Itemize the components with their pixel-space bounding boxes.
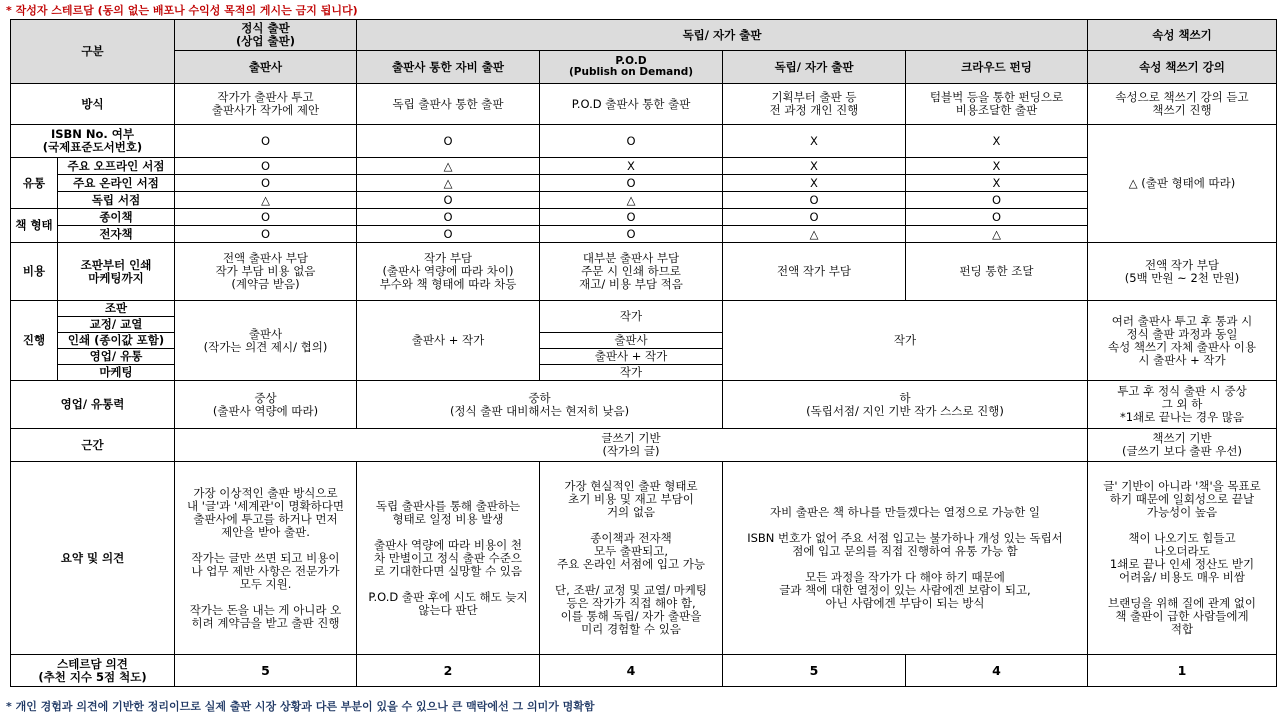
cell: △ bbox=[175, 192, 357, 209]
sub-label: 조판부터 인쇄 마케팅까지 bbox=[58, 243, 175, 301]
cell: O bbox=[540, 175, 723, 192]
row-score bbox=[11, 655, 1277, 687]
header-col-6: 속성 책쓰기 강의 bbox=[1088, 51, 1277, 84]
cell: X bbox=[723, 125, 906, 158]
cell: 글쓰기 기반 (작가의 글) bbox=[175, 429, 1088, 462]
cell: O bbox=[175, 175, 357, 192]
header-col-5: 크라우드 펀딩 bbox=[906, 51, 1088, 84]
row-cost bbox=[11, 243, 1277, 301]
row-progress-typeset bbox=[11, 301, 1277, 317]
header-col-3: P.O.D (Publish on Demand) bbox=[540, 51, 723, 84]
score-cell: 2 bbox=[357, 655, 540, 687]
cell: 작가 bbox=[723, 301, 1088, 381]
score-cell: 5 bbox=[175, 655, 357, 687]
cell: 독립 출판사를 통해 출판하는 형태로 일정 비용 발생 출판사 역량에 따라 비용이 천 차 만별이고 정식 출판 수준으 로 기대한다면 실망할 수 있음 P.O.D 출판 후에 시도 해도 늦지 않는다 판단 bbox=[357, 462, 540, 655]
cell: 작가가 출판사 투고 출판사가 작가에 제안 bbox=[175, 84, 357, 125]
cell: 가장 현실적인 출판 형태로 초기 비용 및 재고 부담이 거의 없음 종이책과 전자책 모두 출판되고, 주요 온라인 서점에 입고 가능 단, 조판/ 교정 및 교열/ 마케팅 등은 작가가 직접 해야 함, 이를 통해 독립/ 자가 출판을 미리 경험할 수 있음 bbox=[540, 462, 723, 655]
cell: 작가 bbox=[540, 365, 723, 381]
sub-label: 교정/ 교열 bbox=[58, 317, 175, 333]
cell: 전액 작가 부담 bbox=[723, 243, 906, 301]
cell: 출판사 + 작가 bbox=[540, 349, 723, 365]
cell: O bbox=[175, 209, 357, 226]
cell: 기획부터 출판 등 전 과정 개인 진행 bbox=[723, 84, 906, 125]
row-label-method: 방식 bbox=[11, 84, 175, 125]
row-method bbox=[11, 84, 1277, 125]
cell: O bbox=[175, 158, 357, 175]
cell: △ bbox=[906, 226, 1088, 243]
cell: 여러 출판사 투고 후 통과 시 정식 출판 과정과 동일 속성 책쓰기 자체 출판사 이용 시 출판사 + 작가 bbox=[1088, 301, 1277, 381]
score-cell: 5 bbox=[723, 655, 906, 687]
row-summary bbox=[11, 462, 1277, 655]
cell: △ bbox=[540, 192, 723, 209]
row-label-sales: 영업/ 유통력 bbox=[11, 381, 175, 429]
header-gubun: 구분 bbox=[11, 20, 175, 84]
header-col-2: 출판사 통한 자비 출판 bbox=[357, 51, 540, 84]
header-group-independent: 독립/ 자가 출판 bbox=[357, 20, 1088, 51]
sub-label: 독립 서점 bbox=[58, 192, 175, 209]
row-basis bbox=[11, 429, 1277, 462]
cell: 전액 작가 부담 (5백 만원 ~ 2천 만원) bbox=[1088, 243, 1277, 301]
score-cell: 4 bbox=[906, 655, 1088, 687]
publishing-comparison-table bbox=[10, 19, 1277, 687]
cell: X bbox=[723, 175, 906, 192]
cell: X bbox=[723, 158, 906, 175]
cell: △ bbox=[357, 175, 540, 192]
row-label-progress: 진행 bbox=[11, 301, 58, 381]
row-label-score: 스테르담 의견 (추천 지수 5점 척도) bbox=[11, 655, 175, 687]
row-paper-book bbox=[11, 209, 1277, 226]
row-label-summary: 요약 및 의견 bbox=[11, 462, 175, 655]
cell: 작가 부담 (출판사 역량에 따라 차이) 부수와 책 형태에 따라 차등 bbox=[357, 243, 540, 301]
header-group-speed: 속성 책쓰기 bbox=[1088, 20, 1277, 51]
header-group-official: 정식 출판 (상업 출판) bbox=[175, 20, 357, 51]
row-isbn bbox=[11, 125, 1277, 158]
row-ebook bbox=[11, 226, 1277, 243]
cell: 대부분 출판사 부담 주문 시 인쇄 하므로 재고/ 비용 부담 적음 bbox=[540, 243, 723, 301]
sub-label: 전자책 bbox=[58, 226, 175, 243]
cell: O bbox=[723, 192, 906, 209]
row-dist-offline bbox=[11, 158, 1277, 175]
cell: X bbox=[906, 158, 1088, 175]
header-row-1 bbox=[11, 20, 1277, 51]
cell: O bbox=[540, 209, 723, 226]
row-label-cost: 비용 bbox=[11, 243, 58, 301]
cell: 속성으로 책쓰기 강의 듣고 책쓰기 진행 bbox=[1088, 84, 1277, 125]
row-sales-power bbox=[11, 381, 1277, 429]
cell: 출판사 (작가는 의견 제시/ 협의) bbox=[175, 301, 357, 381]
header-row-2 bbox=[11, 51, 1277, 84]
cell: 전액 출판사 부담 작가 부담 비용 없음 (계약금 받음) bbox=[175, 243, 357, 301]
cell: O bbox=[357, 125, 540, 158]
sub-label: 영업/ 유통 bbox=[58, 349, 175, 365]
cell: O bbox=[357, 209, 540, 226]
cell: 출판사 + 작가 bbox=[357, 301, 540, 381]
cell: O bbox=[357, 226, 540, 243]
row-label-distribution: 유통 bbox=[11, 158, 58, 209]
cell: △ bbox=[357, 158, 540, 175]
cell: 텀블벅 등을 통한 펀딩으로 비용조달한 출판 bbox=[906, 84, 1088, 125]
cell: 가장 이상적인 출판 방식으로 내 '글'과 '세계관'이 명확하다면 출판사에 투고를 하거나 먼저 제안을 받아 출판. 작가는 글만 쓰면 되고 비용이 나 업무 제반 사항은 전문가가 모두 지원. 작가는 돈을 내는 게 아니라 오 히려 계약금을 받고 출판 진행 bbox=[175, 462, 357, 655]
cell: X bbox=[906, 175, 1088, 192]
cell: X bbox=[540, 158, 723, 175]
cell: 출판사 bbox=[540, 333, 723, 349]
cell: 펀딩 통한 조달 bbox=[906, 243, 1088, 301]
cell: 책쓰기 기반 (글쓰기 보다 출판 우선) bbox=[1088, 429, 1277, 462]
cell: 하 (독립서점/ 지인 기반 작가 스스로 진행) bbox=[723, 381, 1088, 429]
cell: O bbox=[540, 125, 723, 158]
cell: 작가 bbox=[540, 301, 723, 333]
cell: O bbox=[906, 192, 1088, 209]
cell: O bbox=[540, 226, 723, 243]
sub-label: 주요 오프라인 서점 bbox=[58, 158, 175, 175]
distribution-note: △ (출판 형태에 따라) bbox=[1088, 125, 1277, 243]
cell: X bbox=[906, 125, 1088, 158]
sub-label: 마케팅 bbox=[58, 365, 175, 381]
sub-label: 종이책 bbox=[58, 209, 175, 226]
cell: P.O.D 출판사 통한 출판 bbox=[540, 84, 723, 125]
score-cell: 4 bbox=[540, 655, 723, 687]
cell: 중상 (출판사 역량에 따라) bbox=[175, 381, 357, 429]
cell: O bbox=[357, 192, 540, 209]
header-col-1: 출판사 bbox=[175, 51, 357, 84]
sub-label: 주요 온라인 서점 bbox=[58, 175, 175, 192]
row-dist-indie bbox=[11, 192, 1277, 209]
cell: 독립 출판사 통한 출판 bbox=[357, 84, 540, 125]
author-note: * 작성자 스테르담 (동의 없는 배포나 수익성 목적의 게시는 금지 됩니다) bbox=[6, 4, 358, 17]
row-dist-online bbox=[11, 175, 1277, 192]
row-label-basis: 근간 bbox=[11, 429, 175, 462]
sub-label: 조판 bbox=[58, 301, 175, 317]
cell: 자비 출판은 책 하나를 만들겠다는 열정으로 가능한 일 ISBN 번호가 없어 주요 서점 입고는 불가하나 개성 있는 독립서 점에 입고 문의를 직접 진행하여 유통 가능 함 모든 과정을 작가가 다 해야 하기 때문에 글과 책에 대한 열정이 있는 사람에겐 보람이 되고, 아닌 사람에겐 부담이 되는 방식 bbox=[723, 462, 1088, 655]
row-label-isbn: ISBN No. 여부 (국제표준도서번호) bbox=[11, 125, 175, 158]
row-label-book-type: 책 형태 bbox=[11, 209, 58, 243]
cell: 중하 (정식 출판 대비해서는 현저히 낮음) bbox=[357, 381, 723, 429]
score-cell: 1 bbox=[1088, 655, 1277, 687]
disclaimer-note: * 개인 경험과 의견에 기반한 정리이므로 실제 출판 시장 상황과 다른 부분이 있을 수 있으나 큰 맥락에선 그 의미가 명확함 bbox=[6, 700, 595, 713]
cell: △ bbox=[723, 226, 906, 243]
cell: 투고 후 정식 출판 시 중상 그 외 하 *1쇄로 끝나는 경우 많음 bbox=[1088, 381, 1277, 429]
cell: 글' 기반이 아니라 '책'을 목표로 하기 때문에 일회성으로 끝날 가능성이 높음 책이 나오기도 힘들고 나오더라도 1쇄로 끝나 인세 정산도 받기 어려움/ 비용도 매우 비쌈 브랜딩을 위해 질에 관계 없이 책 출판이 급한 사람들에게 적합 bbox=[1088, 462, 1277, 655]
cell: O bbox=[175, 226, 357, 243]
cell: O bbox=[175, 125, 357, 158]
cell: O bbox=[723, 209, 906, 226]
cell: O bbox=[906, 209, 1088, 226]
header-col-4: 독립/ 자가 출판 bbox=[723, 51, 906, 84]
sub-label: 인쇄 (종이값 포함) bbox=[58, 333, 175, 349]
